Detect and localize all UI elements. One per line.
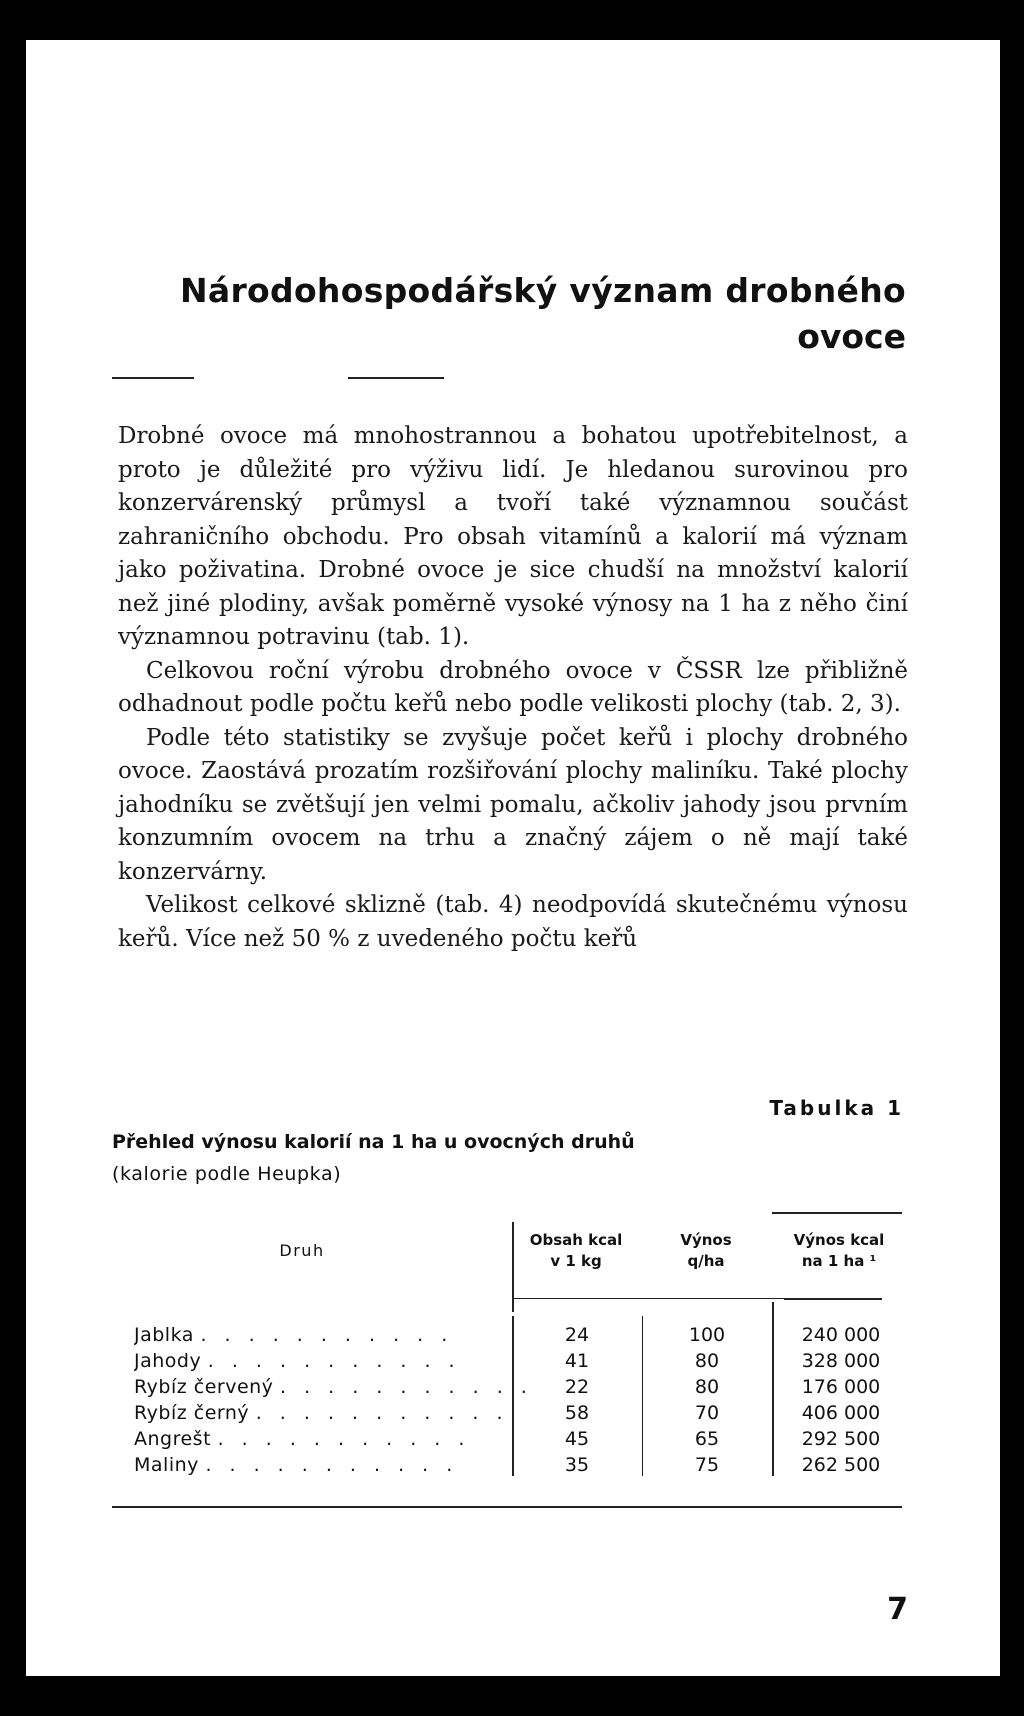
table-row (112, 1454, 902, 1480)
page-title (180, 268, 906, 360)
paragraph-3: Podle této statistiky se zvyšuje počet keřů i plochy drobného ovoce. Zaostává prozatím rozšiřování plochy maliníku. Také plochy jahodníku se zvětšují jen velmi pomalu, ačkoliv jahody jsou prvním konzumním ovocem na trhu a značný zájem o ně mají také konzervárny. (118, 724, 908, 885)
table-caption (112, 1126, 912, 1190)
paragraph-1: Drobné ovoce má mnohostrannou a bohatou upotřebitelnost, a proto je důležité pro výživu lidí. Je hledanou surovinou pro konzervárenský průmysl a tvoří také významnou součást zahraničního obchodu. Pro obsah vitamínů a kalorií má význam jako poživatina. Drobné ovoce je sice chudší na množství kalorií než jiné plodiny, avšak poměrně vysoké výnosy na 1 ha z něho činí významnou potravinu (tab. 1). (118, 423, 908, 650)
table-number: Tabulka 1 (769, 1096, 904, 1120)
header-obsah (516, 1230, 636, 1272)
row-obsah: 41 (564, 1350, 590, 1372)
table-row (112, 1428, 902, 1454)
row-name: Angrešt . . . . . . . . . . . (134, 1428, 471, 1450)
page-number: 7 (887, 1592, 908, 1627)
header-vynos-line1: Výnos (680, 1231, 732, 1249)
title-underline-right (348, 377, 444, 379)
header-druh: Druh (279, 1241, 325, 1260)
table-bottom-rule (112, 1506, 902, 1508)
header-rule-right (784, 1298, 882, 1300)
row-obsah: 22 (564, 1376, 590, 1398)
row-obsah: 24 (564, 1324, 590, 1346)
table-row (112, 1324, 902, 1350)
title-line-1: Národohospodářský význam drobného (180, 271, 906, 310)
row-obsah: 58 (564, 1402, 590, 1424)
table-top-rule (772, 1212, 902, 1214)
row-vynos: 65 (694, 1428, 720, 1450)
row-vynos: 75 (694, 1454, 720, 1476)
paragraph-4: Velikost celkové sklizně (tab. 4) neodpovídá skutečnému výnosu keřů. Více než 50 % z uvedeného počtu keřů (118, 892, 908, 952)
body-text (118, 420, 908, 956)
header-vynos-kcal-line2: na 1 ha ¹ (801, 1252, 877, 1270)
row-name: Jablka . . . . . . . . . . . (134, 1324, 454, 1346)
row-vynos: 80 (694, 1350, 720, 1372)
row-kcal: 176 000 (801, 1376, 881, 1398)
table-title: Přehled výnosu kalorií na 1 ha u ovocných druhů (112, 1131, 635, 1153)
row-obsah: 35 (564, 1454, 590, 1476)
row-vynos: 100 (688, 1324, 726, 1346)
table-row (112, 1402, 902, 1428)
table-row (112, 1376, 902, 1402)
row-vynos: 70 (694, 1402, 720, 1424)
header-vrule (512, 1222, 514, 1312)
table-subtitle: (kalorie podle Heupka) (112, 1163, 342, 1185)
row-kcal: 328 000 (801, 1350, 881, 1372)
row-kcal: 240 000 (801, 1324, 881, 1346)
calorie-table (112, 1212, 902, 1512)
row-kcal: 292 500 (801, 1428, 881, 1450)
header-obsah-line1: Obsah kcal (529, 1231, 623, 1249)
header-vynos-line2: q/ha (687, 1252, 725, 1270)
paragraph-2: Celkovou roční výrobu drobného ovoce v ČSSR lze přibližně odhadnout podle počtu keřů nebo podle velikosti plochy (tab. 2, 3). (118, 657, 908, 717)
header-vynos-kcal-line1: Výnos kcal (793, 1231, 885, 1249)
header-vynos-kcal (776, 1230, 902, 1272)
header-vynos (646, 1230, 766, 1272)
row-kcal: 262 500 (801, 1454, 881, 1476)
row-obsah: 45 (564, 1428, 590, 1450)
row-name: Maliny . . . . . . . . . . . (134, 1454, 459, 1476)
row-vynos: 80 (694, 1376, 720, 1398)
row-name: Rybíz černý . . . . . . . . . . . (134, 1402, 509, 1424)
title-underline-left (112, 377, 194, 379)
row-name: Rybíz červený . . . . . . . . . . . (134, 1376, 533, 1398)
table-row (112, 1350, 902, 1376)
row-name: Jahody . . . . . . . . . . . (134, 1350, 461, 1372)
row-kcal: 406 000 (801, 1402, 881, 1424)
header-obsah-line2: v 1 kg (550, 1252, 602, 1270)
title-line-2: ovoce (797, 317, 906, 356)
